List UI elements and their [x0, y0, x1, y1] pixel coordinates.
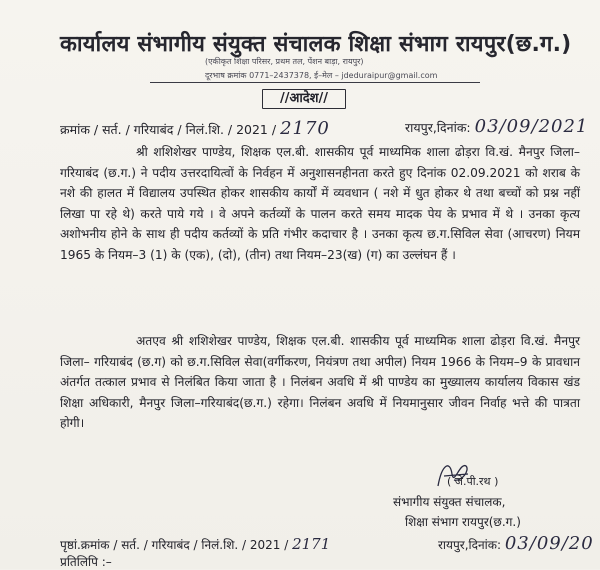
signatory-name: ( जे.पी.रथ ): [447, 475, 499, 488]
order-heading: //आदेश//: [262, 89, 346, 109]
paragraph-misconduct: श्री शशिशेखर पाण्डेय, शिक्षक एल.बी. शासकीय पूर्व माध्यमिक शाला ढोड़रा वि.खं. मैनपुर जिला– गरियाबंद (छ.ग.) ने पदीय उत्तरदायित्वों के निर्वहन में अनुशासनहीनता करते हुए दिनांक 02.09.2021 को शराब के नशे की हालत में विद्यालय उपस्थित होकर शासकीय कार्यों में व्यवधान ( नशे में धुत होकर थे तथा बच्चों को प्रश्न नहीं लिखा पा रहे थे) करते पाये गये । वे अपने कर्तव्यों के पालन करते समय मादक पेय के प्रभाव में थे । उनका कृत्य अशोभनीय होने के साथ ही पदीय कर्तव्यों के प्रति गंभीर कदाचार है । उनका कृत्य छ.ग.सिविल सेवा (आचरण) नियम 1965 के नियम–3 (1) के (एक), (दो), (तीन) तथा नियम–23(ख) (ग) का उल्लंघन हैं ।: [60, 145, 580, 262]
signatory-office: शिक्षा संभाग रायपुर(छ.ग.): [405, 515, 521, 529]
reference-date-prefix: रायपुर,दिनांक:: [405, 120, 471, 135]
reference-handwritten-number: 2170: [280, 118, 330, 139]
endorsement-date: [438, 533, 594, 554]
reference-handwritten-date: 03/09/2021: [474, 116, 589, 137]
endorsement-date-prefix: रायपुर,दिनांक:: [438, 538, 502, 552]
signatory-designation: संभागीय संयुक्त संचालक,: [393, 495, 506, 509]
endorsement-handwritten-number: 2171: [292, 535, 331, 553]
paragraph-suspension: अतएव श्री शशिशेखर पाण्डेय, शिक्षक एल.बी. शासकीय पूर्व माध्यमिक शाला ढोड़रा वि.खं. मैनपुर जिला– गरियाबंद (छ.ग) को छ.ग.सिविल सेवा(वर्गीकरण, नियंत्रण तथा अपील) नियम 1966 के नियम–9 के प्रावधान अंतर्गत तत्काल प्रभाव से निलंबित किया जाता है । निलंबन अवधि में श्री पाण्डेय का मुख्यालय कार्यालय विकास खंड शिक्षा अधिकारी, मैनपुर जिला–गरियाबंद(छ.ग.) रहेगा। निलंबन अवधि में नियमानुसार जीवन निर्वाह भत्ते की पात्रता होगी।: [60, 334, 580, 430]
office-contact: दूरभाष क्रमांक 0771–2437378, ई–मेल – jdeduraipur@gmail.com: [205, 71, 438, 80]
reference-prefix: क्रमांक / सर्त. / गरियाबंद / निलं.शि. / 2021 /: [60, 122, 277, 137]
reference-date: [405, 116, 588, 137]
office-title: कार्यालय संभागीय संयुक्त संचालक शिक्षा संभाग रायपुर(छ.ग.): [60, 32, 572, 57]
office-address: (एकीकृत शिक्षा परिसर, प्रथम तल, पेंशन बाड़ा, रायपुर): [205, 57, 364, 66]
reference-number: [60, 118, 330, 139]
endorsement-handwritten-date: 03/09/20: [504, 533, 594, 554]
header-divider: [150, 82, 480, 83]
endorsement-prefix: पृष्ठां.क्रमांक / सर्त. / गरियाबंद / निलं.शि. / 2021 /: [60, 538, 289, 552]
copy-to-label: प्रतिलिपि :–: [60, 555, 112, 569]
endorsement-number: [60, 535, 330, 553]
